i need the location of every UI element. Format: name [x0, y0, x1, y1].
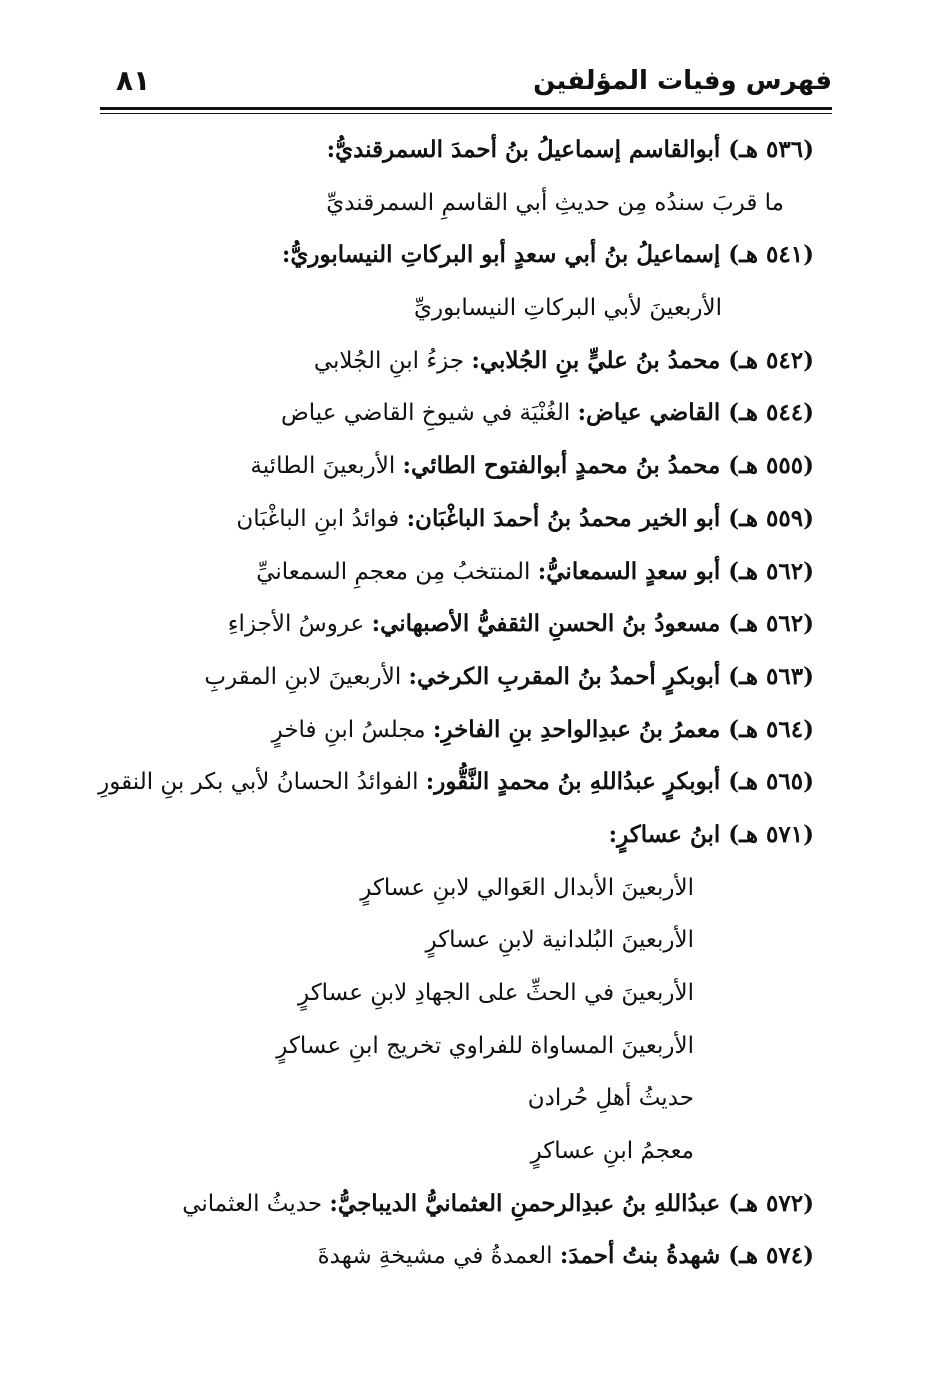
entry-title: فوائدُ ابنِ الباغْبَان	[236, 505, 407, 532]
index-entry	[114, 651, 814, 704]
index-entry	[114, 282, 814, 335]
index-entry	[114, 1230, 814, 1283]
header-rule-thin	[100, 113, 832, 114]
entry-title: معجمُ ابنِ عساكرٍ	[530, 1138, 694, 1165]
entry-title: العمدةُ في مشيخةِ شهدةَ	[317, 1243, 560, 1270]
index-entry	[114, 862, 814, 915]
entry-title: ما قربَ سندُه مِن حديثِ أبي القاسمِ السمرقنديِّ	[326, 189, 784, 216]
index-entry	[114, 1178, 814, 1231]
entry-author: (٥٥٩ هـ) أبو الخير محمدُ بنُ أحمدَ الباغْبَان:	[406, 504, 814, 532]
index-entry	[114, 1020, 814, 1073]
index-entry	[114, 598, 814, 651]
index-entry	[98, 756, 814, 809]
entry-title: الفوائدُ الحسانُ لأبي بكر بنِ النقورِ	[98, 769, 426, 796]
index-entry	[114, 1072, 814, 1125]
entry-author: (٥٦٤ هـ) معمرُ بنُ عبدِالواحدِ بنِ الفاخرِ:	[432, 715, 814, 743]
index-entry	[114, 914, 814, 967]
running-title: فهرس وفيات المؤلفين	[533, 66, 832, 96]
entry-title: الأربعينَ لأبي البركاتِ النيسابوريِّ	[413, 295, 722, 322]
index-entry	[114, 177, 814, 230]
entry-title: الأربعينَ في الحثِّ على الجهادِ لابنِ عساكرٍ	[298, 980, 694, 1006]
index-list	[98, 124, 814, 1283]
index-entry	[114, 493, 814, 546]
entry-author: (٥٦٥ هـ) أبوبكرٍ عبدُاللهِ بنُ محمدٍ النَّقُّور:	[425, 768, 814, 796]
index-entry	[114, 229, 814, 282]
index-entry	[114, 124, 814, 177]
entry-title: عروسُ الأجزاءِ	[227, 611, 372, 638]
entry-title: حديثُ العثماني	[182, 1190, 330, 1217]
entry-author: (٥٧٤ هـ) شهدةُ بنتُ أحمدَ:	[559, 1242, 814, 1270]
entry-author: (٥٣٦ هـ) أبوالقاسم إسماعيلُ بنُ أحمدَ السمرقنديُّ:	[326, 136, 814, 163]
entry-author: (٥٤١ هـ) إسماعيلُ بنُ أبي سعدٍ أبو البركاتِ النيسابوريُّ:	[281, 241, 814, 269]
index-entry	[114, 967, 814, 1020]
entry-author: (٥٦٢ هـ) أبو سعدٍ السمعانيُّ:	[537, 557, 814, 585]
entry-title: المنتخبُ مِن معجمِ السمعانيِّ	[256, 558, 538, 585]
entry-author: (٥٦٢ هـ) مسعودُ بنُ الحسنِ الثقفيُّ الأصبهاني:	[371, 610, 814, 638]
entry-title: الأربعينَ المساواة للفراوي تخريج ابنِ عساكرٍ	[276, 1032, 694, 1059]
index-entry	[114, 387, 814, 440]
page-header	[100, 58, 832, 104]
index-entry	[114, 440, 814, 493]
entry-author: (٥٦٣ هـ) أبوبكرٍ أحمدُ بنُ المقربِ الكرخي:	[408, 662, 814, 690]
entry-title: الأربعينَ الطائية	[250, 453, 403, 480]
index-entry	[114, 1125, 814, 1178]
entry-author: (٥٧١ هـ) ابنُ عساكرٍ:	[608, 820, 814, 848]
page-number: ٨١	[116, 64, 151, 97]
entry-author: (٥٥٥ هـ) محمدُ بنُ محمدٍ أبوالفتوح الطائي:	[402, 452, 814, 480]
index-entry	[114, 704, 814, 757]
entry-author: (٥٧٢ هـ) عبدُاللهِ بنُ عبدِالرحمنِ العثمانيُّ الديباجيُّ:	[329, 1189, 814, 1217]
entry-author: (٥٤٤ هـ) القاضي عياض:	[577, 399, 814, 427]
index-entry	[114, 335, 814, 388]
entry-author: (٥٤٢ هـ) محمدُ بنُ عليٍّ بنِ الجُلابي:	[471, 346, 814, 374]
entry-title: الأربعينَ لابنِ المقربِ	[204, 663, 409, 690]
header-rule	[100, 107, 832, 110]
entry-title: حديثُ أهلِ حُرادن	[527, 1085, 694, 1112]
entry-title: مجلسُ ابنِ فاخرٍ	[271, 716, 433, 743]
entry-title: الغُنْيَة في شيوخِ القاضي عياض	[280, 400, 578, 427]
entry-title: الأربعينَ البُلدانية لابنِ عساكرٍ	[425, 927, 694, 954]
index-entry	[114, 546, 814, 599]
index-entry	[114, 809, 814, 862]
entry-title: الأربعينَ الأبدال العَوالي لابنِ عساكرٍ	[360, 874, 694, 901]
entry-title: جزءُ ابنِ الجُلابي	[313, 347, 472, 374]
